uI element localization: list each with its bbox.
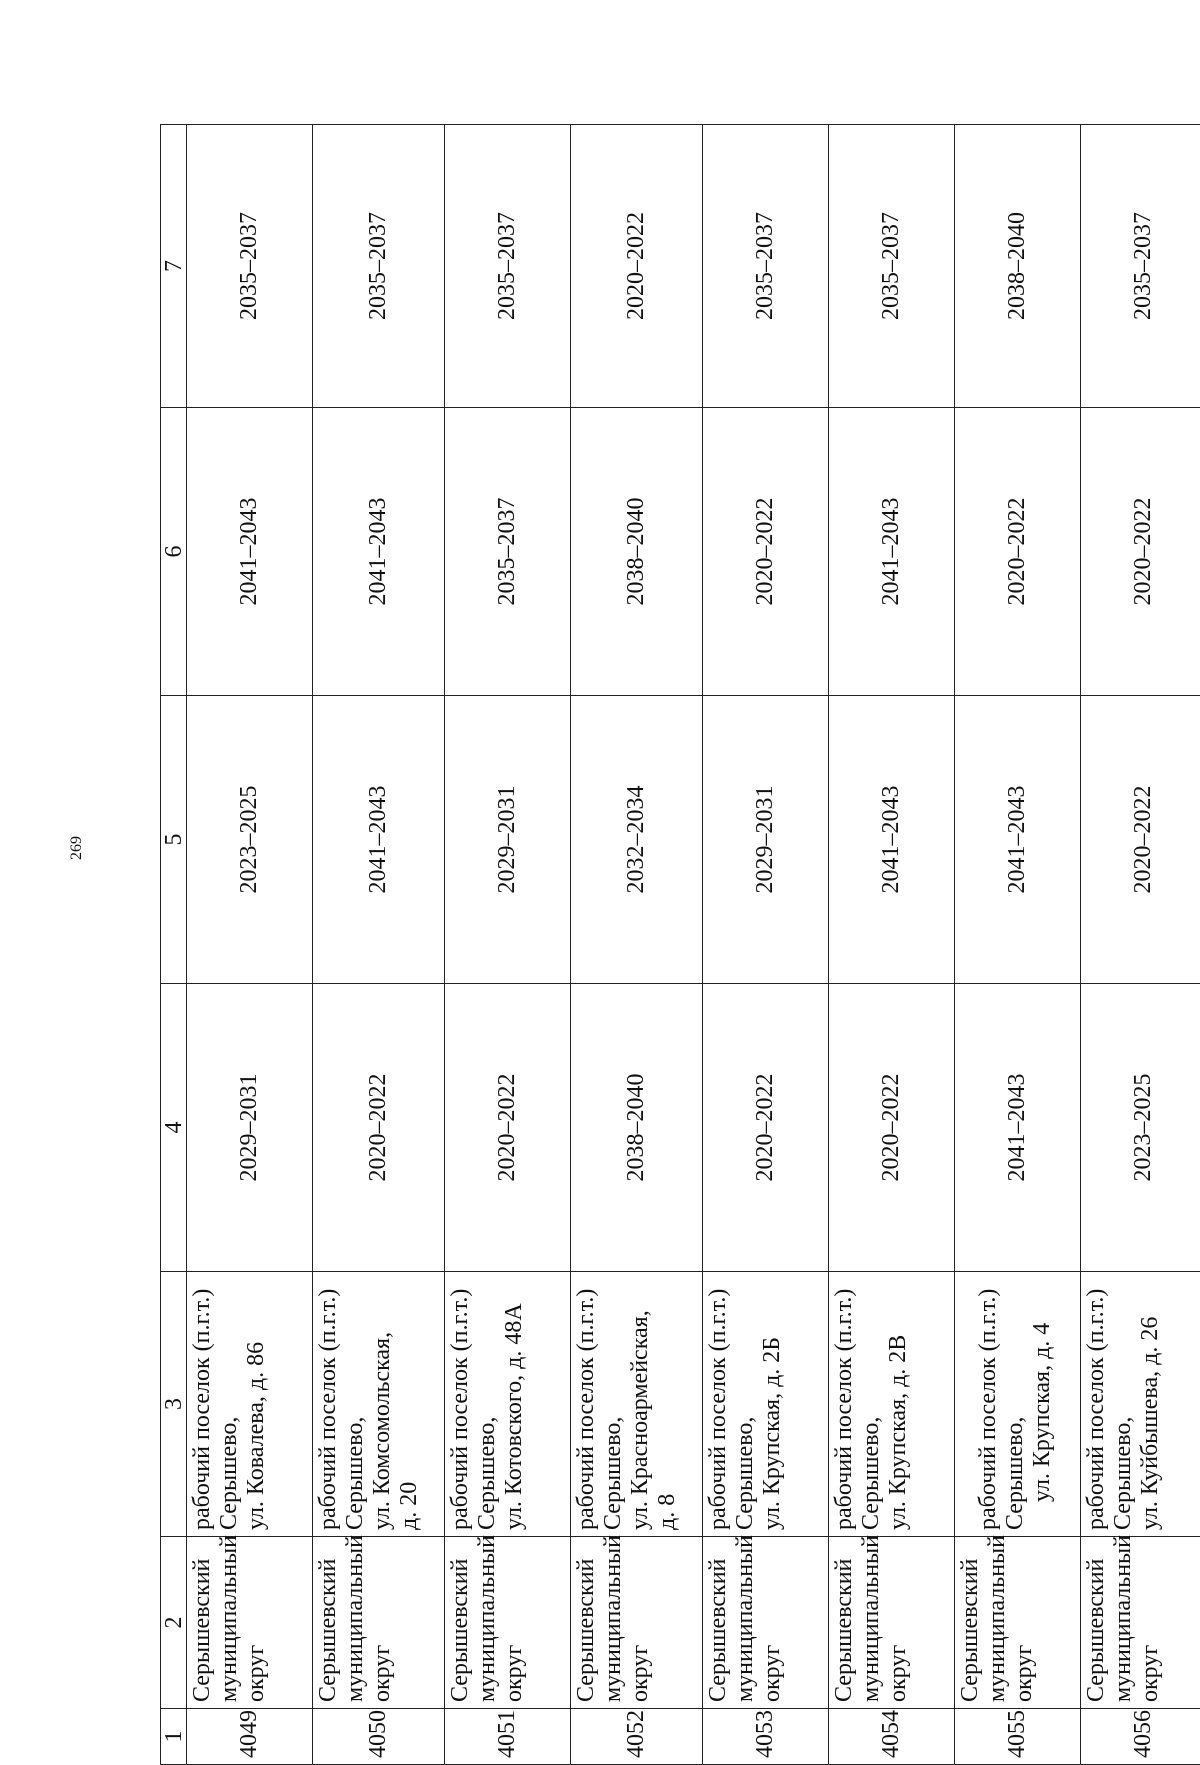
row-number: 4054: [878, 1710, 904, 1758]
period-value: 2038–2040: [623, 498, 649, 606]
address-line: ул. Котовского, д. 48А: [501, 1278, 528, 1530]
period-cell: [703, 984, 829, 1272]
row-number-cell: [571, 1709, 703, 1765]
row-number: 4050: [365, 1710, 391, 1758]
period-cell: [703, 408, 829, 696]
table-row: [829, 125, 955, 1765]
municipality-line: Серышевский: [189, 1543, 216, 1702]
period-cell: [829, 125, 955, 408]
period-value: 2035–2037: [365, 212, 391, 320]
period-cell: [703, 696, 829, 984]
period-value: 2041–2043: [878, 786, 904, 894]
municipality-line: округ: [885, 1543, 912, 1702]
municipality-cell: [829, 1537, 955, 1709]
period-cell: [571, 696, 703, 984]
address-line: Серышево,: [216, 1278, 243, 1530]
period-value: 2035–2037: [494, 498, 520, 606]
address-cell: [445, 1272, 571, 1537]
table-body: [187, 125, 1200, 1765]
address-line: ул. Крупская, д. 4: [1029, 1278, 1056, 1530]
address-cell: [955, 1272, 1081, 1537]
period-value: 2038–2040: [623, 1074, 649, 1182]
address-line: Серышево,: [474, 1278, 501, 1530]
column-header: 2: [161, 1537, 187, 1709]
column-header: 4: [161, 984, 187, 1272]
row-number-cell: [703, 1709, 829, 1765]
period-value: 2020–2022: [494, 1074, 520, 1182]
rotated-table-container: [160, 125, 1200, 1765]
municipality-line: округ: [369, 1543, 396, 1702]
period-cell: [571, 125, 703, 408]
period-value: 2020–2022: [1004, 498, 1030, 606]
period-cell: [445, 408, 571, 696]
address-line: рабочий поселок (п.г.т.): [975, 1278, 1002, 1530]
period-cell: [571, 984, 703, 1272]
table-row: [955, 125, 1081, 1765]
row-number-cell: [187, 1709, 313, 1765]
column-header: 7: [161, 125, 187, 408]
address-line: Серышево,: [1002, 1278, 1029, 1530]
address-cell: [571, 1272, 703, 1537]
address-line: ул. Комсомольская,: [369, 1278, 396, 1530]
row-number-cell: [955, 1709, 1081, 1765]
period-cell: [829, 408, 955, 696]
column-header: 3: [161, 1272, 187, 1537]
municipality-line: муниципальный: [474, 1543, 501, 1702]
municipality-line: округ: [627, 1543, 654, 1702]
period-value: 2020–2022: [752, 498, 778, 606]
period-cell: [445, 125, 571, 408]
address-line: ул. Красноармейская,: [627, 1278, 654, 1530]
table-row: [187, 125, 313, 1765]
municipality-line: округ: [243, 1543, 270, 1702]
municipality-line: Серышевский: [831, 1543, 858, 1702]
row-number-cell: [1081, 1709, 1200, 1765]
table-row: [571, 125, 703, 1765]
address-line: Серышево,: [600, 1278, 627, 1530]
period-value: 2020–2022: [1130, 786, 1156, 894]
municipality-line: муниципальный: [984, 1543, 1011, 1702]
address-line: д. 8: [654, 1278, 681, 1530]
period-value: 2041–2043: [365, 498, 391, 606]
municipality-line: Серышевский: [573, 1543, 600, 1702]
row-number: 4056: [1130, 1710, 1156, 1758]
municipality-cell: [703, 1537, 829, 1709]
address-cell: [703, 1272, 829, 1537]
period-cell: [955, 696, 1081, 984]
period-value: 2041–2043: [1004, 786, 1030, 894]
municipality-line: муниципальный: [732, 1543, 759, 1702]
municipality-line: муниципальный: [1110, 1543, 1137, 1702]
period-value: 2035–2037: [878, 212, 904, 320]
period-cell: [955, 125, 1081, 408]
period-cell: [1081, 408, 1200, 696]
municipality-cell: [187, 1537, 313, 1709]
address-cell: [1081, 1272, 1200, 1537]
municipality-line: Серышевский: [705, 1543, 732, 1702]
row-number-cell: [829, 1709, 955, 1765]
period-value: 2041–2043: [878, 498, 904, 606]
address-line: рабочий поселок (п.г.т.): [315, 1278, 342, 1530]
period-value: 2029–2031: [236, 1074, 262, 1182]
municipality-line: муниципальный: [342, 1543, 369, 1702]
row-number-cell: [313, 1709, 445, 1765]
row-number: 4049: [236, 1710, 262, 1758]
period-value: 2020–2022: [623, 212, 649, 320]
period-value: 2029–2031: [752, 786, 778, 894]
municipality-cell: [955, 1537, 1081, 1709]
address-line: рабочий поселок (п.г.т.): [1083, 1278, 1110, 1530]
period-cell: [829, 984, 955, 1272]
period-cell: [1081, 696, 1200, 984]
period-cell: [187, 408, 313, 696]
period-cell: [955, 984, 1081, 1272]
address-line: ул. Куйбышева, д. 26: [1137, 1278, 1164, 1530]
municipality-line: Серышевский: [315, 1543, 342, 1702]
period-cell: [445, 984, 571, 1272]
table-row: [445, 125, 571, 1765]
municipality-line: округ: [1137, 1543, 1164, 1702]
municipality-line: Серышевский: [1083, 1543, 1110, 1702]
address-cell: [313, 1272, 445, 1537]
schedule-table: [160, 124, 1200, 1765]
period-cell: [445, 696, 571, 984]
row-number: 4051: [494, 1710, 520, 1758]
address-line: Серышево,: [342, 1278, 369, 1530]
address-line: ул. Ковалева, д. 86: [243, 1278, 270, 1530]
period-cell: [313, 408, 445, 696]
period-cell: [313, 696, 445, 984]
period-cell: [571, 408, 703, 696]
period-cell: [829, 696, 955, 984]
address-line: Серышево,: [858, 1278, 885, 1530]
period-value: 2035–2037: [752, 212, 778, 320]
period-value: 2041–2043: [1004, 1074, 1030, 1182]
municipality-line: округ: [501, 1543, 528, 1702]
period-cell: [313, 125, 445, 408]
period-value: 2032–2034: [623, 786, 649, 894]
row-number: 4053: [752, 1710, 778, 1758]
period-value: 2035–2037: [236, 212, 262, 320]
column-header: 5: [161, 696, 187, 984]
row-number: 4055: [1004, 1710, 1030, 1758]
address-line: ул. Крупская, д. 2В: [885, 1278, 912, 1530]
period-value: 2020–2022: [752, 1074, 778, 1182]
period-value: 2041–2043: [365, 786, 391, 894]
municipality-line: Серышевский: [957, 1543, 984, 1702]
period-cell: [313, 984, 445, 1272]
row-number: 4052: [623, 1710, 649, 1758]
period-value: 2041–2043: [236, 498, 262, 606]
page-number: 269: [67, 828, 87, 868]
address-line: рабочий поселок (п.г.т.): [189, 1278, 216, 1530]
period-value: 2020–2022: [365, 1074, 391, 1182]
period-value: 2038–2040: [1004, 212, 1030, 320]
address-line: д. 20: [396, 1278, 423, 1530]
column-header: 1: [161, 1709, 187, 1765]
period-cell: [187, 696, 313, 984]
column-header: 6: [161, 408, 187, 696]
municipality-line: муниципальный: [858, 1543, 885, 1702]
period-cell: [1081, 984, 1200, 1272]
municipality-cell: [571, 1537, 703, 1709]
municipality-line: округ: [1011, 1543, 1038, 1702]
table-row: [313, 125, 445, 1765]
address-line: рабочий поселок (п.г.т.): [447, 1278, 474, 1530]
municipality-cell: [1081, 1537, 1200, 1709]
period-value: 2023–2025: [1130, 1074, 1156, 1182]
period-value: 2020–2022: [878, 1074, 904, 1182]
period-value: 2029–2031: [494, 786, 520, 894]
address-line: Серышево,: [1110, 1278, 1137, 1530]
table-row: [703, 125, 829, 1765]
municipality-line: Серышевский: [447, 1543, 474, 1702]
address-line: рабочий поселок (п.г.т.): [573, 1278, 600, 1530]
header-row: [161, 125, 187, 1765]
address-cell: [829, 1272, 955, 1537]
address-line: Серышево,: [732, 1278, 759, 1530]
period-cell: [955, 408, 1081, 696]
municipality-line: округ: [759, 1543, 786, 1702]
address-line: рабочий поселок (п.г.т.): [831, 1278, 858, 1530]
period-value: 2035–2037: [494, 212, 520, 320]
address-cell: [187, 1272, 313, 1537]
municipality-line: муниципальный: [600, 1543, 627, 1702]
address-line: рабочий поселок (п.г.т.): [705, 1278, 732, 1530]
period-cell: [187, 125, 313, 408]
period-cell: [703, 125, 829, 408]
address-line: ул. Крупская, д. 2Б: [759, 1278, 786, 1530]
period-cell: [1081, 125, 1200, 408]
period-value: 2020–2022: [1130, 498, 1156, 606]
municipality-cell: [313, 1537, 445, 1709]
period-cell: [187, 984, 313, 1272]
municipality-cell: [445, 1537, 571, 1709]
row-number-cell: [445, 1709, 571, 1765]
municipality-line: муниципальный: [216, 1543, 243, 1702]
table-row: [1081, 125, 1200, 1765]
period-value: 2035–2037: [1130, 212, 1156, 320]
period-value: 2023–2025: [236, 786, 262, 894]
